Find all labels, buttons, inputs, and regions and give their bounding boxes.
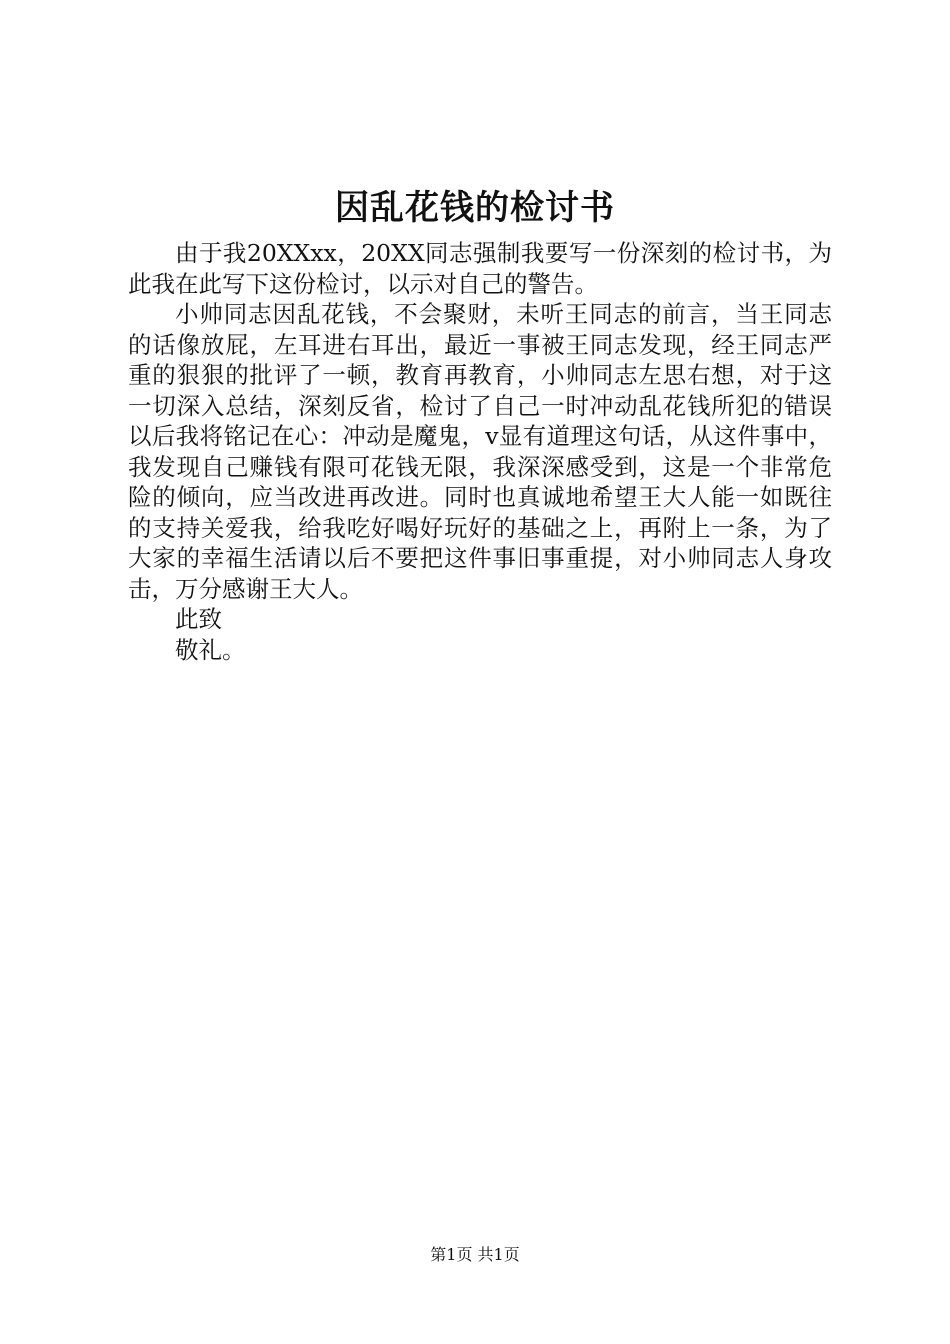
paragraph-main: 小帅同志因乱花钱，不会聚财，未听王同志的前言，当王同志的话像放屁，左耳进右耳出，最近一事被王同志发现，经王同志严重的狠狠的批评了一顿，教育再教育，小帅同志左思右想，对于这一切深入总结，深刻反省，检讨了自己一时冲动乱花钱所犯的错误以后我将铭记在心：冲动是魔鬼，v显有道理这句话，从这件事中，我发现自己赚钱有限可花钱无限，我深深感受到，这是一个非常危险的倾向，应当改进再改进。同时也真诚地希望王大人能一如既往的支持关爱我，给我吃好喝好玩好的基础之上，再附上一条，为了大家的幸福生活请以后不要把这件事旧事重提，对小帅同志人身攻击，万分感谢王大人。	[128, 300, 832, 603]
page-footer: 第1页 共1页	[430, 1245, 520, 1264]
closing-regards: 敬礼。	[175, 635, 246, 664]
closing-salutation: 此致	[175, 605, 222, 633]
document-title: 因乱花钱的检讨书	[335, 188, 615, 228]
paragraph-intro: 由于我20XXxx，20XX同志强制我要写一份深刻的检讨书，为此我在此写下这份检讨，以示对自己的警告。	[128, 239, 832, 298]
document-body	[128, 238, 832, 665]
